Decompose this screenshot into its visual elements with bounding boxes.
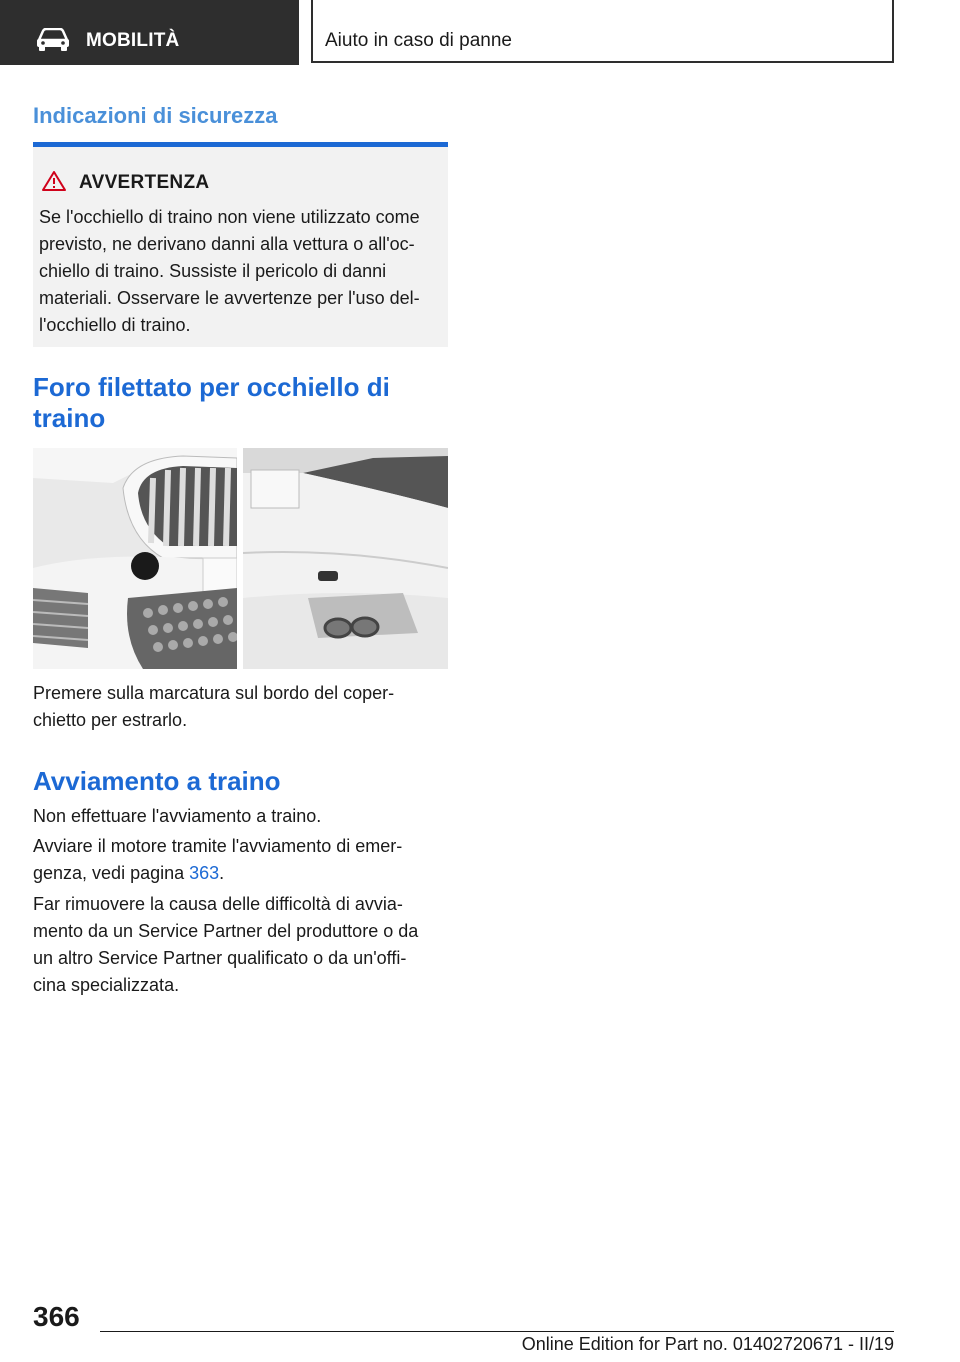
footer-divider: [100, 1331, 894, 1332]
avviamento-p2-text: genza, vedi pagina: [33, 863, 190, 883]
avviamento-p3-line: un altro Service Partner qualificato o da un'offi-: [33, 948, 407, 968]
foro-text: [33, 680, 448, 734]
car-icon: [36, 28, 70, 52]
warning-heading: AVVERTENZA: [79, 172, 210, 193]
warning-line: materiali. Osservare le avvertenze per l'uso del-: [39, 288, 420, 308]
foro-text-line: chietto per estrarlo.: [33, 710, 188, 730]
section-title: MOBILITÀ: [86, 30, 180, 51]
warning-line: previsto, ne derivano danni alla vettura o all'oc-: [39, 234, 415, 254]
avviamento-p2: [33, 833, 448, 887]
chapter-title: Aiuto in caso di panne: [325, 30, 512, 51]
avviamento-p3-line: mento da un Service Partner del produttore o da: [33, 921, 419, 941]
foro-text-line: Premere sulla marcatura sul bordo del coper-: [33, 683, 395, 703]
avviamento-p3-line: cina specializzata.: [33, 975, 180, 995]
avviamento-p3: [33, 891, 448, 999]
foro-heading: [33, 372, 390, 434]
edition-text: Online Edition for Part no. 01402720671 - II/19: [521, 1334, 894, 1354]
avviamento-heading: Avviamento a traino: [33, 766, 281, 796]
warning-text: [39, 204, 444, 339]
safety-title: Indicazioni di sicurezza: [33, 103, 278, 128]
avviamento-p2-period: .: [219, 863, 225, 883]
avviamento-p1: Non effettuare l'avviamento a traino.: [33, 806, 322, 826]
front-bumper-image: [33, 448, 237, 669]
page-number: 366: [33, 1301, 80, 1332]
rear-bumper-image: [243, 448, 448, 669]
warning-line: Se l'occhiello di traino non viene utilizzato come: [39, 207, 420, 227]
foro-heading-line: traino: [33, 403, 106, 433]
section-tab: [0, 0, 299, 65]
chapter-tab: [311, 0, 894, 63]
warning-triangle-icon: [41, 170, 67, 192]
warning-line: chiello di traino. Sussiste il pericolo di danni: [39, 261, 387, 281]
avviamento-p2-line: Avviare il motore tramite l'avviamento di emer-: [33, 836, 403, 856]
avviamento-p2-line: [33, 860, 448, 887]
warning-line: l'occhiello di traino.: [39, 315, 191, 335]
avviamento-p3-line: Far rimuovere la causa delle difficoltà di avvia-: [33, 894, 403, 914]
page-reference-link[interactable]: 363: [189, 863, 220, 883]
warning-box: [33, 147, 448, 347]
foro-heading-line: Foro filettato per occhiello di: [33, 372, 390, 402]
